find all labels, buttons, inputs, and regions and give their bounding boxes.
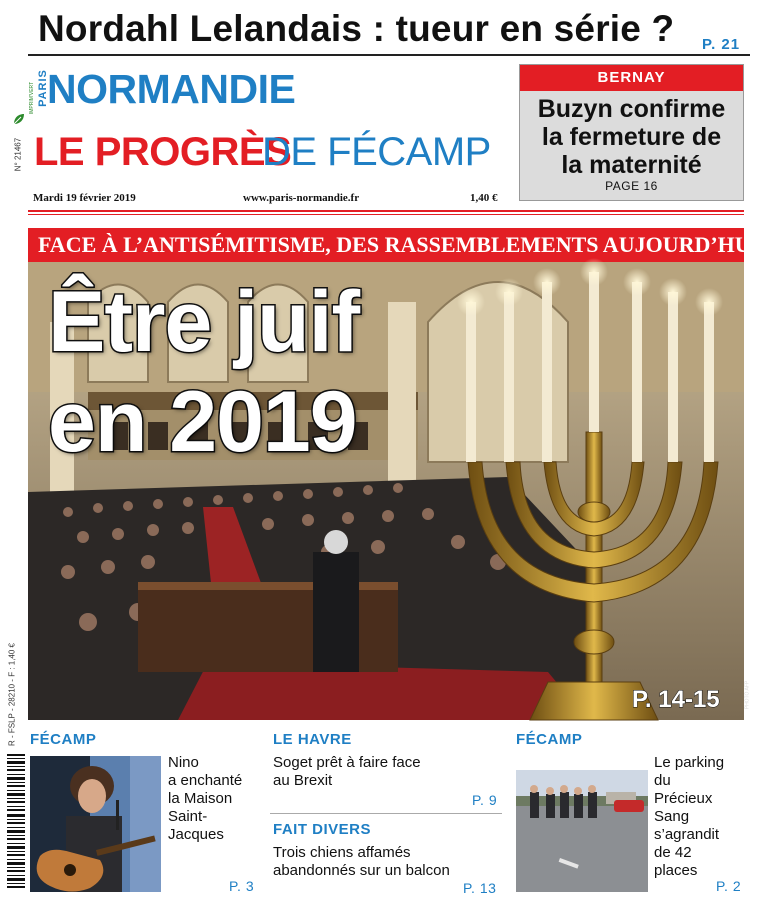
story-line: s’agrandit — [654, 826, 720, 843]
lead-headline-line: Être juif — [48, 274, 360, 370]
story-line: places — [654, 862, 698, 879]
story-line: Soget prêt à faire face — [273, 754, 421, 771]
paris-label: PARIS — [36, 69, 49, 107]
issue-price: 1,40 € — [470, 192, 498, 204]
story-divider — [270, 813, 502, 814]
story-trois-chiens[interactable] — [273, 844, 503, 880]
masthead-divider — [28, 210, 744, 212]
story-line: Jacques — [168, 826, 224, 843]
bernay-teaser-box[interactable] — [519, 64, 744, 201]
story-rubric-le-havre: LE HAVRE — [273, 731, 352, 748]
story-page-ref: P. 13 — [463, 880, 497, 896]
story-line: Saint- — [168, 808, 208, 825]
lead-headline-line: en 2019 — [48, 374, 357, 470]
guitarist-illustration — [30, 756, 161, 892]
story-line: la Maison — [168, 790, 233, 807]
story-page-ref: P. 9 — [472, 792, 498, 808]
lead-headline — [48, 272, 359, 472]
story-line: au Brexit — [273, 772, 333, 789]
story-soget[interactable] — [273, 754, 503, 790]
imprim-vert-label: IMPRIM'VERT — [29, 81, 36, 115]
bernay-rubric: BERNAY — [520, 65, 743, 91]
issue-date: Mardi 19 février 2019 — [33, 192, 136, 204]
teaser-divider — [28, 54, 750, 56]
story-page-ref: P. 3 — [229, 878, 255, 894]
progres-logo-red: LE PROGRÈS — [34, 130, 292, 174]
story-line: du — [654, 772, 671, 789]
lead-page-ref: P. 14-15 — [632, 686, 720, 713]
story-photo-parking[interactable] — [516, 770, 648, 892]
story-line: Précieux — [654, 790, 713, 807]
story-photo-guitarist[interactable] — [30, 756, 161, 892]
normandie-logo[interactable]: NORMANDIE — [47, 66, 296, 112]
story-line: de 42 — [654, 844, 692, 861]
imprim-vert-leaf-icon — [12, 112, 26, 126]
bernay-headline — [520, 95, 743, 179]
top-teaser-headline[interactable]: Nordahl Lelandais : tueur en série ? — [38, 8, 675, 49]
website-link[interactable]: www.paris-normandie.fr — [243, 192, 360, 204]
story-parking[interactable] — [654, 754, 748, 880]
story-rubric-fecamp: FÉCAMP — [516, 731, 583, 748]
story-line: a enchanté — [168, 772, 243, 789]
story-line: Sang — [654, 808, 690, 825]
story-nino[interactable] — [168, 754, 263, 844]
story-line: abandonnés sur un balcon — [273, 862, 450, 879]
top-teaser-page: P. 21 — [702, 36, 741, 53]
lead-photo[interactable] — [28, 262, 751, 720]
bernay-headline-line: la fermeture de — [541, 123, 722, 151]
story-page-ref: P. 2 — [716, 878, 742, 894]
issue-number: N° 21467 — [13, 137, 23, 172]
story-rubric-fecamp: FÉCAMP — [30, 731, 97, 748]
story-line: Le parking — [654, 754, 725, 771]
story-rubric-fait-divers: FAIT DIVERS — [273, 821, 372, 838]
parking-illustration — [516, 770, 648, 892]
bernay-headline-line: la maternité — [561, 151, 702, 179]
masthead-divider-thin — [28, 214, 744, 215]
bernay-page-ref: PAGE 16 — [605, 179, 658, 193]
print-code: R - FSLP - 28210 - F : 1,40 € — [7, 643, 17, 747]
lead-kicker-band: FACE À L’ANTISÉMITISME, DES RASSEMBLEMENTS AUJOURD’HUI — [28, 228, 744, 262]
barcode-icon — [6, 752, 26, 892]
progres-logo-blue: DE FÉCAMP — [262, 130, 491, 174]
story-line: Nino — [168, 754, 199, 771]
photo-credit: PHOTO AFP — [744, 680, 751, 710]
story-line: Trois chiens affamés — [273, 844, 411, 861]
bernay-headline-line: Buzyn confirme — [537, 95, 726, 123]
